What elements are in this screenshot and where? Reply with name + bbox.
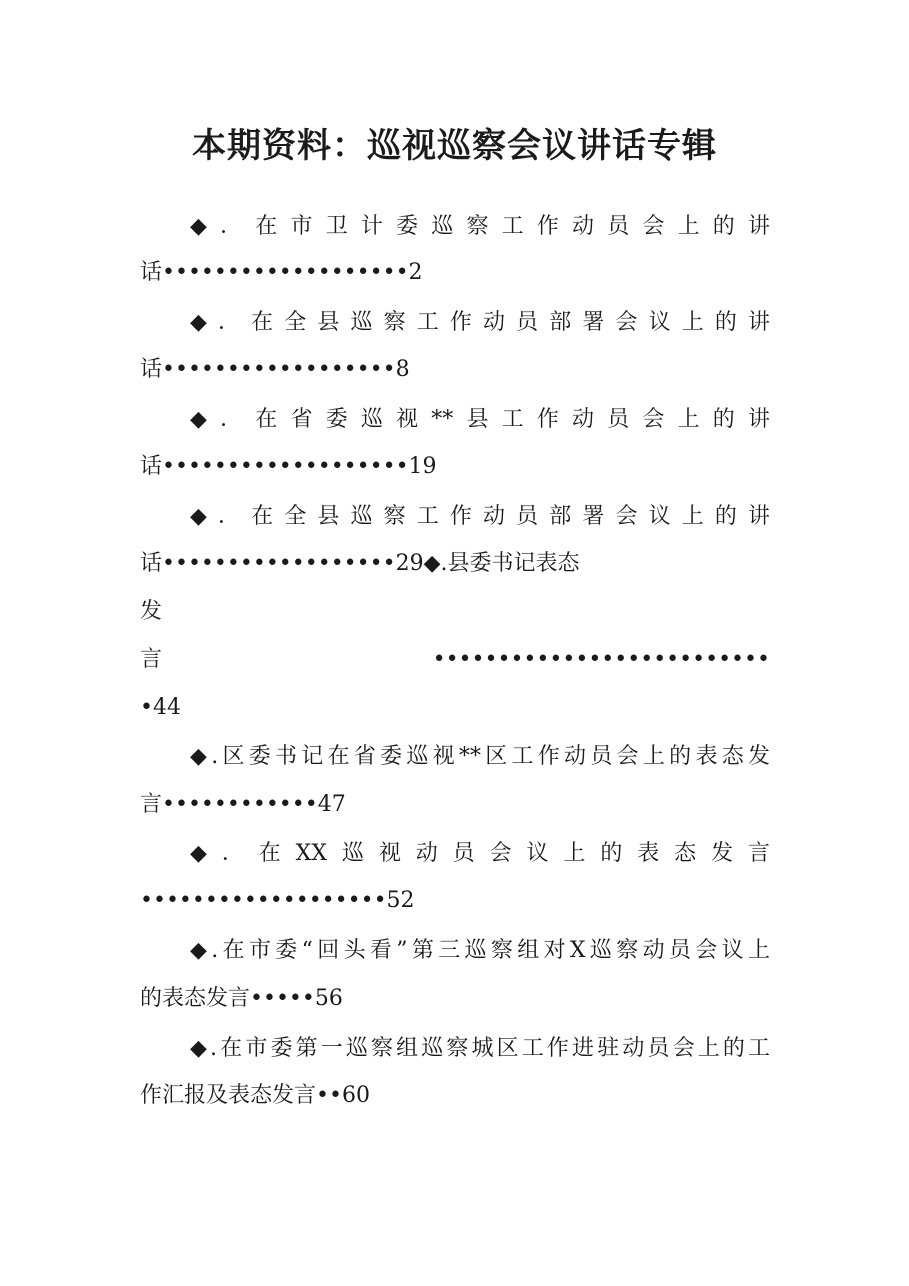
toc-entry-line: 作汇报及表态发言••60 bbox=[140, 1083, 370, 1108]
toc-entry-line: 话•••••••••••••••••••19 bbox=[140, 454, 437, 479]
toc-entry-line: •••••••••••••••••••52 bbox=[140, 888, 415, 913]
toc-entry-line: ◆.在市委第一巡察组巡察城区工作进驻动员会上的工 bbox=[190, 1036, 770, 1061]
toc-entry-line: 的表态发言•••••56 bbox=[140, 986, 343, 1011]
toc-entry-line: ◆.区委书记在省委巡视**区工作动员会上的表态发 bbox=[190, 744, 770, 769]
toc-entry-line: ◆．在省委巡视**县工作动员会上的讲 bbox=[190, 407, 770, 432]
toc-entry-line: ◆．在XX巡视动员会议上的表态发言 bbox=[190, 841, 770, 866]
toc-entry-line: 发 bbox=[140, 599, 163, 624]
toc-entry-line: 言•••••••••••••••••••••••••• bbox=[140, 647, 770, 672]
toc-entry-line: 话•••••••••••••••••••2 bbox=[140, 260, 423, 285]
toc-entry-line: ◆．在全县巡察工作动员部署会议上的讲 bbox=[190, 310, 770, 335]
page-title: 本期资料：巡视巡察会议讲话专辑 bbox=[192, 126, 717, 166]
toc-entry-line: ◆.在市委“回头看”第三巡察组对X巡察动员会议上 bbox=[190, 938, 770, 963]
toc-entry-line: ◆．在市卫计委巡察工作动员会上的讲 bbox=[190, 214, 770, 239]
toc-entry-line: ◆．在全县巡察工作动员部署会议上的讲 bbox=[190, 504, 770, 529]
toc-entry-line: •44 bbox=[140, 695, 181, 720]
toc-entry-line: 言••••••••••••47 bbox=[140, 792, 346, 817]
toc-entry-line: 话••••••••••••••••••29◆.县委书记表态 bbox=[140, 551, 580, 576]
toc-entry-line: 话••••••••••••••••••8 bbox=[140, 357, 410, 382]
